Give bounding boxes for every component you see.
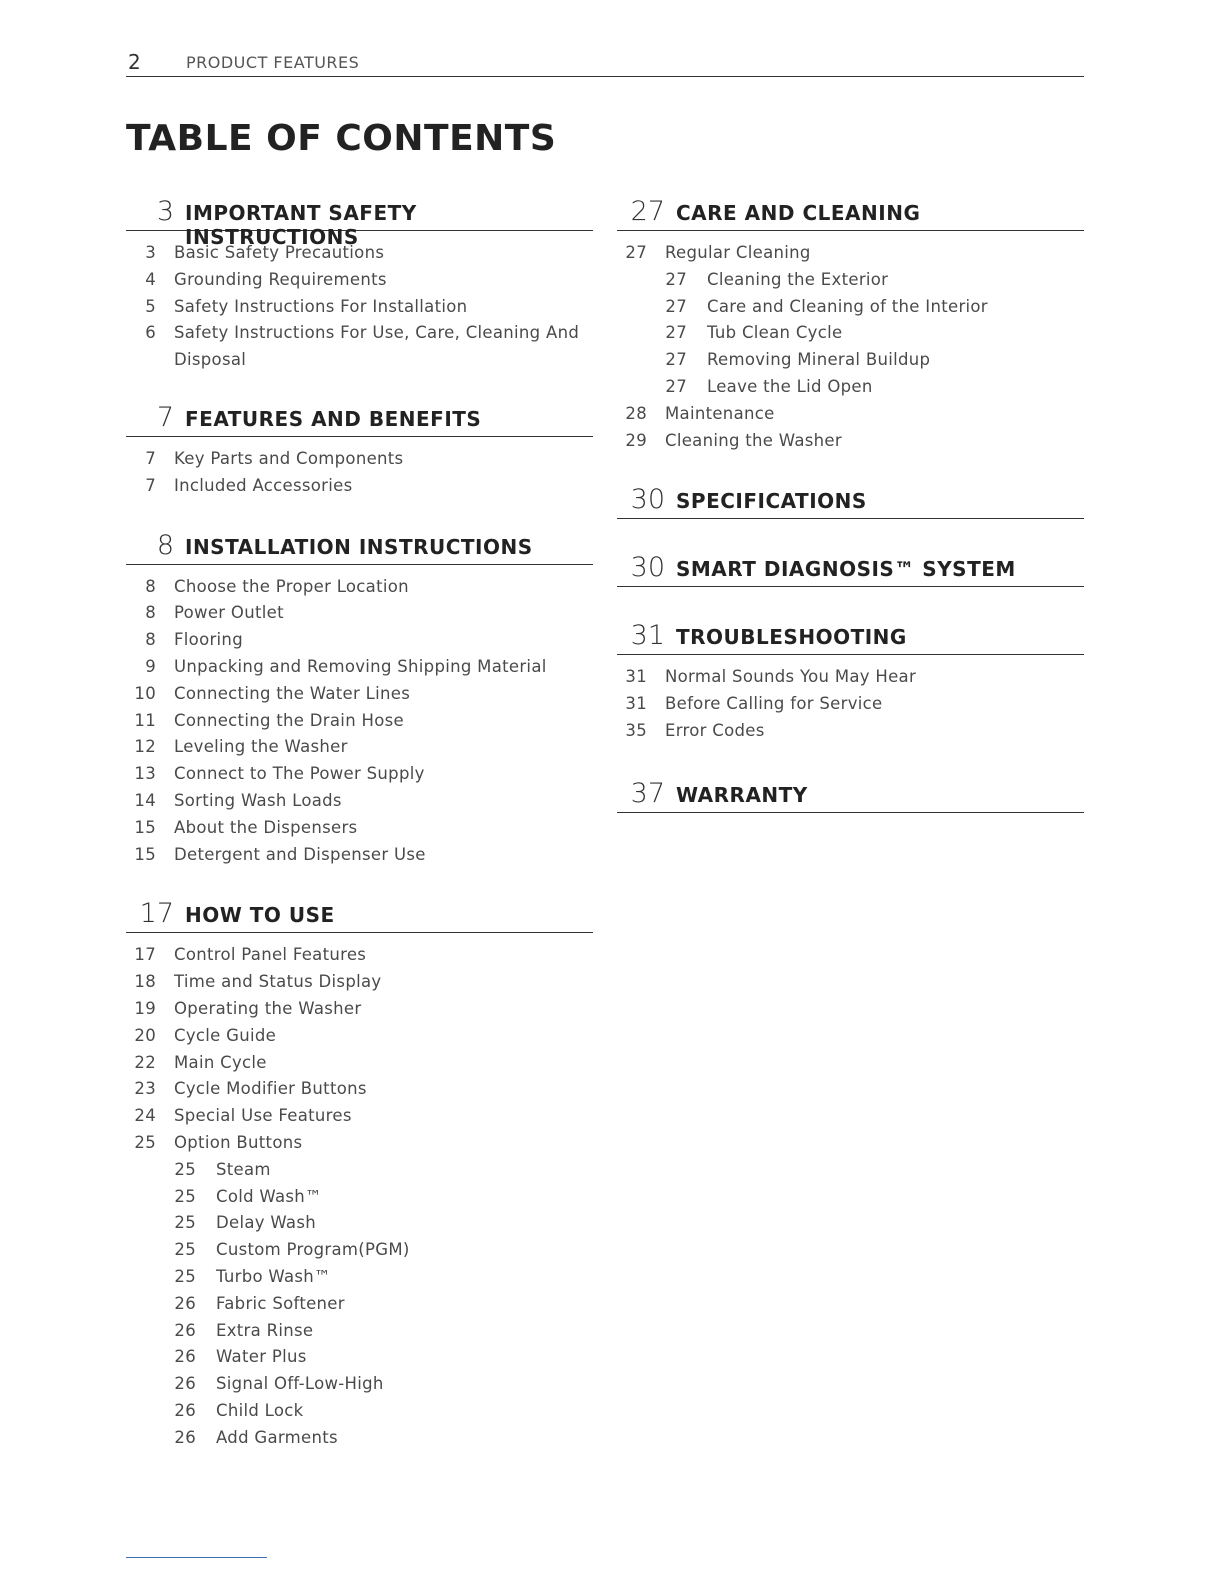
toc-section-warranty xyxy=(617,778,1084,813)
section-heading[interactable] xyxy=(126,530,593,565)
entry-label: Flooring xyxy=(174,630,243,650)
entry-label: Connecting the Water Lines xyxy=(174,683,411,703)
header-section-label: PRODUCT FEATURES xyxy=(186,53,360,72)
entry-page-number: 25 xyxy=(134,1132,156,1152)
entry-page-number: 29 xyxy=(625,430,647,450)
toc-subentry[interactable] xyxy=(126,1237,593,1264)
section-entry-list xyxy=(126,240,593,374)
toc-subentry[interactable] xyxy=(126,1184,593,1211)
entry-label: Cold Wash™ xyxy=(216,1186,322,1206)
entry-label: Choose the Proper Location xyxy=(174,576,409,596)
toc-section-important-safety-instructions xyxy=(126,196,593,374)
toc-entry[interactable] xyxy=(126,788,593,815)
toc-subentry[interactable] xyxy=(126,1291,593,1318)
entry-page-number: 28 xyxy=(625,403,647,423)
toc-entry[interactable] xyxy=(126,267,593,294)
entry-label: Cleaning the Washer xyxy=(665,430,842,450)
toc-entry[interactable] xyxy=(126,600,593,627)
entry-page-number: 27 xyxy=(665,350,687,370)
toc-entry[interactable] xyxy=(126,294,593,321)
section-heading[interactable] xyxy=(617,196,1084,231)
entry-label: Basic Safety Precautions xyxy=(174,243,385,262)
section-entry-list xyxy=(617,664,1084,744)
entry-page-number: 8 xyxy=(145,576,156,596)
section-page-number: 7 xyxy=(156,401,174,433)
page-title: TABLE OF CONTENTS xyxy=(126,118,557,159)
entry-page-number: 18 xyxy=(134,972,156,992)
entry-label: Steam xyxy=(216,1159,271,1179)
page-header xyxy=(126,48,1084,77)
section-title: SPECIFICATIONS xyxy=(676,489,867,514)
entry-page-number: 25 xyxy=(174,1266,196,1286)
section-page-number: 27 xyxy=(630,196,665,227)
entry-label: Detergent and Dispenser Use xyxy=(174,844,426,864)
entry-page-number: 12 xyxy=(134,737,156,757)
section-title: CARE AND CLEANING xyxy=(676,201,921,225)
toc-subentry[interactable] xyxy=(617,294,1084,321)
toc-entry[interactable] xyxy=(617,718,1084,745)
entry-page-number: 20 xyxy=(134,1025,156,1045)
section-page-number: 37 xyxy=(630,777,665,809)
entry-page-number: 27 xyxy=(665,296,687,316)
entry-page-number: 25 xyxy=(174,1213,196,1233)
section-title: HOW TO USE xyxy=(185,903,335,928)
entry-label: Leveling the Washer xyxy=(174,737,348,757)
toc-entry[interactable] xyxy=(126,815,593,842)
entry-label: Regular Cleaning xyxy=(665,243,811,262)
toc-section-care-and-cleaning xyxy=(617,196,1084,454)
entry-label: Turbo Wash™ xyxy=(216,1266,331,1286)
entry-label: Cycle Guide xyxy=(174,1025,277,1045)
section-heading[interactable] xyxy=(617,552,1084,587)
toc-entry[interactable] xyxy=(126,1023,593,1050)
toc-left-column xyxy=(126,196,593,1451)
toc-entry[interactable] xyxy=(126,942,593,969)
entry-label: Cycle Modifier Buttons xyxy=(174,1079,367,1099)
entry-page-number: 27 xyxy=(665,376,687,396)
toc-entry[interactable] xyxy=(126,761,593,788)
entry-page-number: 8 xyxy=(145,603,156,623)
toc-entry[interactable] xyxy=(617,691,1084,718)
entry-label: Operating the Washer xyxy=(174,998,362,1018)
entry-page-number: 26 xyxy=(174,1400,196,1420)
section-page-number: 30 xyxy=(630,484,665,516)
toc-section-installation-instructions xyxy=(126,530,593,869)
entry-page-number: 27 xyxy=(665,269,687,289)
section-page-number: 3 xyxy=(156,196,174,227)
entry-page-number: 3 xyxy=(145,243,156,262)
entry-label: Child Lock xyxy=(216,1400,304,1420)
section-title: SMART DIAGNOSIS™ SYSTEM xyxy=(676,557,1016,582)
entry-page-number: 15 xyxy=(134,817,156,837)
footer-accent-line xyxy=(126,1557,267,1558)
toc-entry[interactable] xyxy=(126,654,593,681)
entry-label: Maintenance xyxy=(665,403,775,423)
entry-label: Option Buttons xyxy=(174,1132,303,1152)
toc-subentry[interactable] xyxy=(126,1371,593,1398)
toc-subentry[interactable] xyxy=(126,1210,593,1237)
toc-entry[interactable] xyxy=(126,1103,593,1130)
section-entry-list xyxy=(126,446,593,500)
entry-label: Cleaning the Exterior xyxy=(707,269,889,289)
toc-entry[interactable] xyxy=(126,734,593,761)
entry-page-number: 26 xyxy=(174,1427,196,1447)
entry-label: Connecting the Drain Hose xyxy=(174,710,404,730)
entry-label: Water Plus xyxy=(216,1347,307,1367)
entry-label: Extra Rinse xyxy=(216,1320,314,1340)
entry-label: Time and Status Display xyxy=(174,972,382,992)
entry-label: Included Accessories xyxy=(174,475,353,495)
entry-page-number: 6 xyxy=(145,323,156,343)
entry-page-number: 26 xyxy=(174,1293,196,1313)
entry-page-number: 7 xyxy=(145,475,156,495)
section-heading[interactable] xyxy=(617,484,1084,519)
section-title: INSTALLATION INSTRUCTIONS xyxy=(185,534,533,559)
toc-entry[interactable] xyxy=(617,428,1084,455)
entry-label: Error Codes xyxy=(665,720,765,740)
entry-label: Safety Instructions For Installation xyxy=(174,296,468,316)
entry-label: Safety Instructions For Use, Care, Cleaning And Disposal xyxy=(174,323,580,370)
section-heading[interactable] xyxy=(126,898,593,933)
toc-subentry[interactable] xyxy=(126,1157,593,1184)
toc-subentry[interactable] xyxy=(126,1344,593,1371)
entry-page-number: 35 xyxy=(625,720,647,740)
section-heading[interactable] xyxy=(617,620,1084,655)
section-heading[interactable] xyxy=(126,402,593,437)
section-title: WARRANTY xyxy=(676,782,808,807)
section-page-number: 30 xyxy=(630,552,665,584)
toc-entry[interactable] xyxy=(126,1130,593,1157)
section-entry-list xyxy=(126,574,593,869)
entry-page-number: 25 xyxy=(174,1240,196,1260)
toc-entry[interactable] xyxy=(126,681,593,708)
entry-page-number: 10 xyxy=(134,683,156,703)
toc-entry[interactable] xyxy=(126,320,593,374)
toc-section-specifications xyxy=(617,484,1084,519)
entry-label: Main Cycle xyxy=(174,1052,267,1072)
entry-label: Special Use Features xyxy=(174,1106,352,1126)
toc-subentry[interactable] xyxy=(126,1425,593,1452)
section-heading[interactable] xyxy=(617,778,1084,813)
page-number: 2 xyxy=(128,50,141,74)
toc-subentry[interactable] xyxy=(617,374,1084,401)
entry-label: Normal Sounds You May Hear xyxy=(665,667,917,687)
entry-page-number: 27 xyxy=(665,323,687,343)
entry-label: Tub Clean Cycle xyxy=(707,323,843,343)
toc-subentry[interactable] xyxy=(617,347,1084,374)
entry-label: Before Calling for Service xyxy=(665,694,883,714)
entry-label: Add Garments xyxy=(216,1427,338,1447)
toc-section-troubleshooting xyxy=(617,620,1084,744)
entry-page-number: 8 xyxy=(145,630,156,650)
toc-subentry[interactable] xyxy=(617,320,1084,347)
toc-subentry[interactable] xyxy=(617,267,1084,294)
toc-entry[interactable] xyxy=(126,969,593,996)
entry-page-number: 25 xyxy=(174,1159,196,1179)
toc-entry[interactable] xyxy=(126,574,593,601)
entry-label: Care and Cleaning of the Interior xyxy=(707,296,988,316)
toc-entry[interactable] xyxy=(126,842,593,869)
toc-entry[interactable] xyxy=(126,708,593,735)
entry-page-number: 31 xyxy=(625,667,647,687)
section-page-number: 8 xyxy=(156,529,174,561)
entry-page-number: 26 xyxy=(174,1320,196,1340)
entry-label: Unpacking and Removing Shipping Material xyxy=(174,656,547,676)
entry-label: Signal Off-Low-High xyxy=(216,1374,384,1394)
toc-entry[interactable] xyxy=(126,996,593,1023)
entry-page-number: 27 xyxy=(625,243,647,262)
entry-label: Grounding Requirements xyxy=(174,269,387,289)
toc-entry[interactable] xyxy=(126,1050,593,1077)
entry-page-number: 22 xyxy=(134,1052,156,1072)
entry-page-number: 4 xyxy=(145,269,156,289)
toc-section-smart-diagnosis-system xyxy=(617,552,1084,587)
entry-label: Leave the Lid Open xyxy=(707,376,873,396)
entry-label: Sorting Wash Loads xyxy=(174,790,342,810)
entry-page-number: 7 xyxy=(145,448,156,468)
toc-entry[interactable] xyxy=(617,401,1084,428)
entry-page-number: 11 xyxy=(134,710,156,730)
toc-subentry[interactable] xyxy=(126,1264,593,1291)
section-title: IMPORTANT SAFETY INSTRUCTIONS xyxy=(185,201,417,249)
entry-page-number: 26 xyxy=(174,1347,196,1367)
section-heading[interactable] xyxy=(126,196,593,249)
entry-page-number: 19 xyxy=(134,998,156,1018)
section-title: FEATURES AND BENEFITS xyxy=(185,406,482,431)
entry-label: Control Panel Features xyxy=(174,945,367,965)
toc-entry[interactable] xyxy=(617,240,1084,267)
toc-subentry[interactable] xyxy=(126,1318,593,1345)
entry-page-number: 24 xyxy=(134,1106,156,1126)
entry-page-number: 13 xyxy=(134,764,156,784)
entry-label: Power Outlet xyxy=(174,603,284,623)
toc-subentry[interactable] xyxy=(126,1398,593,1425)
entry-page-number: 15 xyxy=(134,844,156,864)
entry-label: Delay Wash xyxy=(216,1213,316,1233)
entry-page-number: 17 xyxy=(134,945,156,965)
entry-label: About the Dispensers xyxy=(174,817,358,837)
entry-page-number: 9 xyxy=(145,656,156,676)
toc-entry[interactable] xyxy=(126,446,593,473)
toc-section-features-and-benefits xyxy=(126,402,593,500)
entry-page-number: 25 xyxy=(174,1186,196,1206)
section-entry-list xyxy=(617,240,1084,454)
toc-entry[interactable] xyxy=(617,664,1084,691)
toc-entry[interactable] xyxy=(126,473,593,500)
entry-page-number: 14 xyxy=(134,790,156,810)
toc-section-how-to-use xyxy=(126,898,593,1451)
entry-page-number: 31 xyxy=(625,694,647,714)
toc-entry[interactable] xyxy=(126,627,593,654)
entry-label: Connect to The Power Supply xyxy=(174,764,425,784)
toc-entry[interactable] xyxy=(126,1076,593,1103)
entry-page-number: 26 xyxy=(174,1374,196,1394)
section-entry-list xyxy=(126,942,593,1451)
entry-label: Fabric Softener xyxy=(216,1293,345,1313)
entry-page-number: 5 xyxy=(145,296,156,316)
entry-label: Removing Mineral Buildup xyxy=(707,350,931,370)
toc-right-column xyxy=(617,196,1084,813)
section-page-number: 17 xyxy=(139,898,174,930)
entry-label: Custom Program(PGM) xyxy=(216,1240,410,1260)
entry-page-number: 23 xyxy=(134,1079,156,1099)
section-page-number: 31 xyxy=(630,620,665,652)
section-title: TROUBLESHOOTING xyxy=(676,625,907,650)
entry-label: Key Parts and Components xyxy=(174,448,404,468)
